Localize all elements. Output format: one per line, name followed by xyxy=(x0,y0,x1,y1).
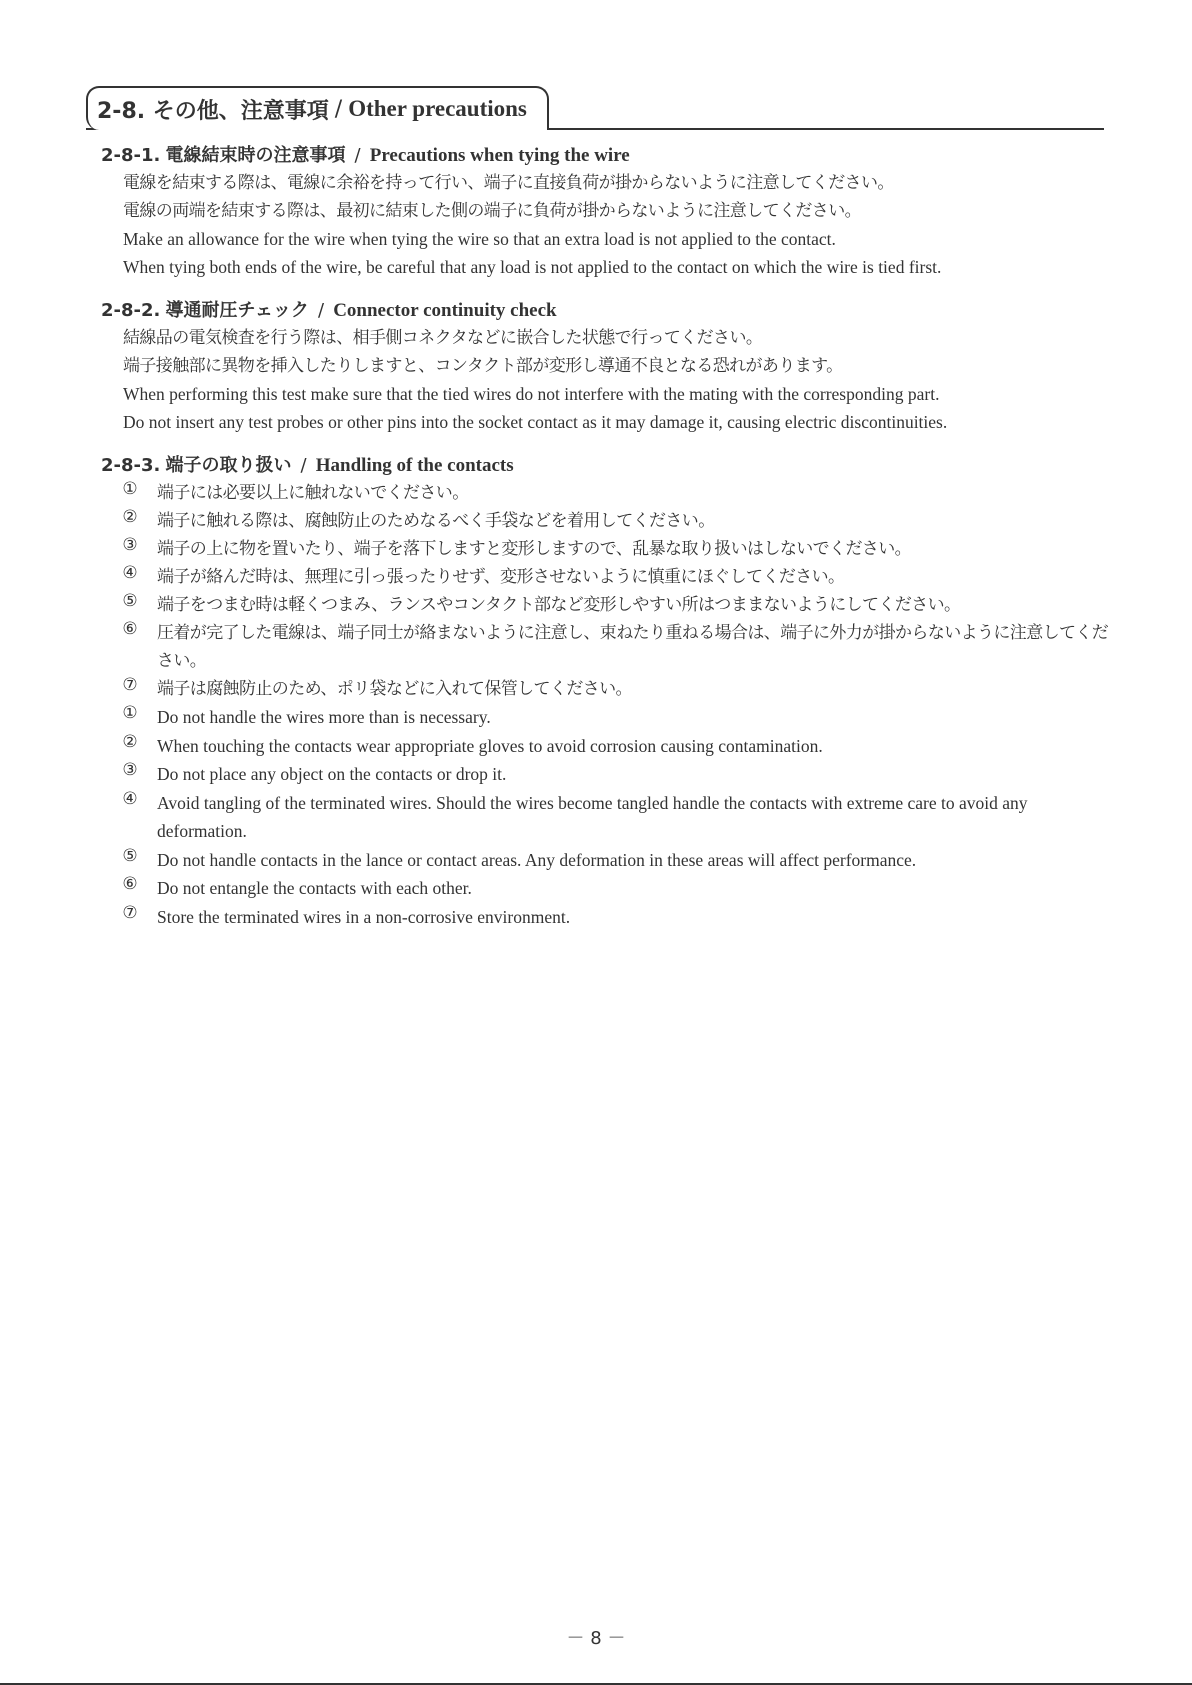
subsection-2-8-2 xyxy=(101,298,1111,436)
list-item-number: ① xyxy=(122,703,138,723)
subsection-title xyxy=(101,453,1111,479)
list-item-number: ⑤ xyxy=(122,591,138,611)
list-item-text: Store the terminated wires in a non-corrosive environment. xyxy=(157,906,571,927)
subsection-number: 2-8-3. xyxy=(101,455,161,476)
list-item-jp xyxy=(101,563,1111,591)
subsection-title-en: Handling of the contacts xyxy=(315,455,514,476)
jp-paragraph-line: 結線品の電気検査を行う際は、相手側コネクタなどに嵌合した状態で行ってください。 xyxy=(123,328,763,348)
list-item-number: ⑥ xyxy=(122,874,138,894)
list-item-text: 端子が絡んだ時は、無理に引っ張ったりせず、変形させないように慎重にほぐしてください。 xyxy=(157,567,845,587)
subsection-number: 2-8-1. xyxy=(101,145,161,166)
list-item-number: ② xyxy=(122,507,138,527)
list-item-number: ⑤ xyxy=(122,845,138,866)
list-item-text: Do not handle the wires more than is necessary. xyxy=(157,707,491,727)
subsection-title-separator: / xyxy=(354,145,361,166)
section-header xyxy=(86,86,1104,130)
subsection-title xyxy=(101,298,1111,324)
list-item-text: When touching the contacts wear appropriate gloves to avoid corrosion causing contamination. xyxy=(157,735,823,756)
list-item-en xyxy=(101,732,1111,761)
list-item-jp xyxy=(101,675,1111,703)
list-item-jp xyxy=(101,591,1111,619)
list-item-jp xyxy=(101,507,1111,535)
list-item-number: ② xyxy=(122,731,138,752)
list-item-text: 端子は腐蝕防止のため、ポリ袋などに入れて保管してください。 xyxy=(157,679,632,699)
list-item-number: ③ xyxy=(122,760,138,780)
section-title-separator: / xyxy=(334,96,343,122)
list-item-en xyxy=(101,789,1111,846)
subsection-title-separator: / xyxy=(318,300,325,321)
list-item-number: ③ xyxy=(122,535,138,555)
section-title-jp: 2-8. その他、注意事項 xyxy=(97,98,329,124)
list-item-en xyxy=(101,903,1111,932)
en-paragraph-line: When tying both ends of the wire, be careful that any load is not applied to the contact on which the wire is tied first. xyxy=(123,257,942,277)
list-item-number: ④ xyxy=(122,788,138,809)
list-item-number: ④ xyxy=(122,563,138,583)
list-item-number: ① xyxy=(122,479,138,499)
list-item-en xyxy=(101,760,1111,789)
subsection-title xyxy=(101,143,1111,169)
section-title-tab xyxy=(86,86,549,130)
list-item-jp xyxy=(101,535,1111,563)
list-item-number: ⑦ xyxy=(122,902,138,923)
subsection-title-jp: 端子の取り扱い xyxy=(165,455,292,476)
jp-paragraph-line: 端子接触部に異物を挿入したりしますと、コンタクト部が変形し導通不良となる恐れがあります。 xyxy=(123,356,843,376)
jp-paragraph-line: 電線の両端を結束する際は、最初に結束した側の端子に負荷が掛からないように注意してください。 xyxy=(123,201,861,221)
list-item-en xyxy=(101,703,1111,732)
list-item-text: 圧着が完了した電線は、端子同士が絡まないように注意し、束ねたり重ねる場合は、端子に外力が掛からないように注意してください。 xyxy=(157,623,1109,671)
section-title-en: Other precautions xyxy=(348,96,527,121)
list-item-text: Do not handle contacts in the lance or contact areas. Any deformation in these areas will affect performance. xyxy=(157,849,917,870)
list-item-text: 端子には必要以上に触れないでください。 xyxy=(157,483,469,503)
list-item-text: Do not entangle the contacts with each other. xyxy=(157,878,472,898)
list-item-en xyxy=(101,874,1111,903)
list-item-en xyxy=(101,846,1111,875)
list-item-jp xyxy=(101,479,1111,507)
subsection-title-en: Connector continuity check xyxy=(333,300,557,321)
subsection-title-en: Precautions when tying the wire xyxy=(369,145,630,166)
subsection-2-8-3 xyxy=(101,453,1111,931)
list-item-text: 端子をつまむ時は軽くつまみ、ランスやコンタクト部など変形しやすい所はつままないようにしてください。 xyxy=(157,595,961,615)
page-number: － 8 － xyxy=(566,1628,626,1649)
subsection-2-8-1 xyxy=(101,143,1111,281)
subsection-number: 2-8-2. xyxy=(101,300,161,321)
en-paragraph-line: Do not insert any test probes or other pins into the socket contact as it may damage it, causing electric discontinuities. xyxy=(123,412,948,432)
list-item-text: 端子に触れる際は、腐蝕防止のためなるべく手袋などを着用してください。 xyxy=(157,511,715,531)
subsection-title-jp: 導通耐圧チェック xyxy=(165,300,309,321)
list-item-text: Avoid tangling of the terminated wires. Should the wires become tangled handle the contacts with extreme care to avoid any deformation. xyxy=(157,792,1028,841)
subsection-title-jp: 電線結束時の注意事項 xyxy=(165,145,346,166)
list-item-text: 端子の上に物を置いたり、端子を落下しますと変形しますので、乱暴な取り扱いはしないでください。 xyxy=(157,539,912,559)
list-item-number: ⑥ xyxy=(122,619,138,639)
en-paragraph-line: When performing this test make sure that the tied wires do not interfere with the mating with the corresponding part. xyxy=(123,384,940,404)
list-item-jp xyxy=(101,619,1111,675)
list-item-text: Do not place any object on the contacts or drop it. xyxy=(157,764,507,784)
list-item-number: ⑦ xyxy=(122,675,138,695)
subsection-title-separator: / xyxy=(300,455,307,476)
en-paragraph-line: Make an allowance for the wire when tying the wire so that an extra load is not applied to the contact. xyxy=(123,229,836,249)
jp-paragraph-line: 電線を結束する際は、電線に余裕を持って行い、端子に直接負荷が掛からないように注意してください。 xyxy=(123,173,894,193)
